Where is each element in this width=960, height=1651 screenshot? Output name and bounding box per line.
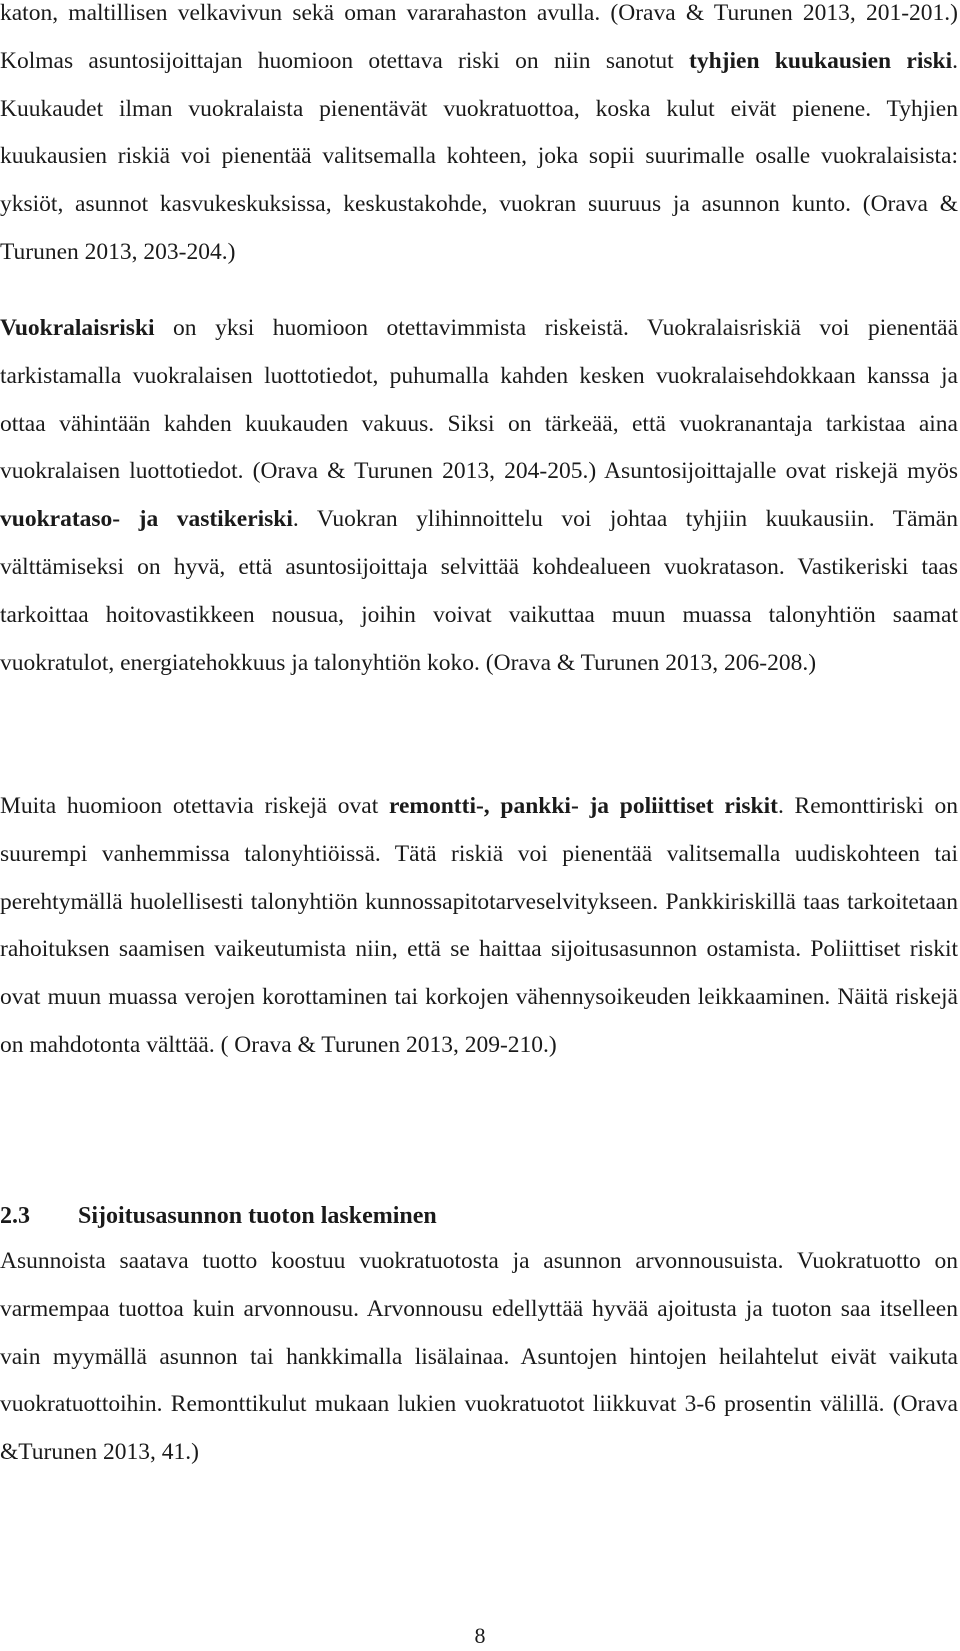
- paragraph-empty-months-risk: [0, 0, 958, 277]
- page-number: 8: [474, 1623, 486, 1648]
- text-run: . Kuukaudet ilman vuokralaista pienentävät vuokratuottoa, koska kulut eivät pienene. Tyhjien kuukausien riskiä voi pienentää valitsemalla kohteen, joka sopii suurimalle osalle vuokralaisista: yksiöt, asunnot kasvukeskuksissa, keskustakohde, vuokran suuruus ja asunnon kunto. (Orava & Turunen 2013, 203-204.): [0, 47, 958, 265]
- bold-term-tenant-risk: Vuokralaisriski: [0, 315, 155, 341]
- text-run: . Vuokran ylihinnoittelu voi johtaa tyhjiin kuukausiin. Tämän välttämiseksi on hyvä, että asuntosijoittaja selvittää kohdealueen vuokratason. Vastikeriski taas tarkoittaa hoitovastikkeen nousua, joihin voivat vaikuttaa muun muassa talonyhtiön saamat vuokratulot, energiatehokkuus ja talonyhtiön koko. (Orava & Turunen 2013, 206-208.): [0, 506, 958, 676]
- section-number: 2.3: [0, 1203, 30, 1229]
- paragraph-other-risks: [0, 783, 958, 1070]
- bold-term-other-risks: remontti-, pankki- ja poliittiset riskit: [388, 793, 778, 819]
- text-run: Muita huomioon otettavia riskejä ovat: [0, 793, 389, 819]
- section-title: Sijoitusasunnon tuoton laskeminen: [78, 1203, 437, 1229]
- text-run: katon, maltillisen velkavivun sekä oman vararahaston avulla. (Orava & Turunen 2013, 201-201.) Kolmas asuntosijoittajan huomioon otettava riski on niin sanotut: [0, 0, 958, 74]
- bold-term-rent-level-risk: vuokrataso- ja vastikeriski: [0, 506, 293, 533]
- text-run: on yksi huomioon otettavimmista riskeistä. Vuokralaisriskiä voi pienentää tarkistamalla vuokralaisen luottotiedot, puhumalla kahden kesken vuokralaisehdokkaan kanssa ja ottaa vähintään kahden kuukauden vakuus. Siksi on tärkeää, että vuokranantaja tarkistaa aina vuokralaisen luottotiedot. (Orava & Turunen 2013, 204-205.) Asuntosijoittajalle ovat riskejä myös: [0, 315, 958, 485]
- text-run: . Remonttiriski on suurempi vanhemmissa talonyhtiöissä. Tätä riskiä voi pienentää valitsemalla uudiskohteen tai perehtymällä huolellisesti talonyhtiön kunnossapitotarveselvitykseen. Pankkiriskillä taas tarkoitetaan rahoituksen saamisen vaikeutumista niin, että se haittaa sijoitusasunnon ostamista. Poliittiset riskit ovat muun muassa verojen korottaminen tai korkojen vähennysoikeuden leikkaaminen. Näitä riskejä on mahdotonta välttää. ( Orava & Turunen 2013, 209-210.): [0, 793, 958, 1058]
- paragraph-return-calculation: [0, 1238, 958, 1477]
- paragraph-tenant-risk: [0, 305, 958, 687]
- bold-term-empty-months-risk: tyhjien kuukausien riski: [689, 47, 953, 74]
- text-run: Asunnoista saatava tuotto koostuu vuokratuotosta ja asunnon arvonnousuista. Vuokratuotto on varmempaa tuottoa kuin arvonnousu. Arvonnousu edellyttää hyvää ajoitusta ja tuoton saa itselleen vain myymällä asunnon tai hankkimalla lisälainaa. Asuntojen hintojen heilahtelut eivät vaikuta vuokratuottoihin. Remonttikulut mukaan lukien vuokratuotot liikkuvat 3-6 prosentin välillä. (Orava &Turunen 2013, 41.): [0, 1248, 958, 1466]
- section-heading: [0, 1196, 437, 1236]
